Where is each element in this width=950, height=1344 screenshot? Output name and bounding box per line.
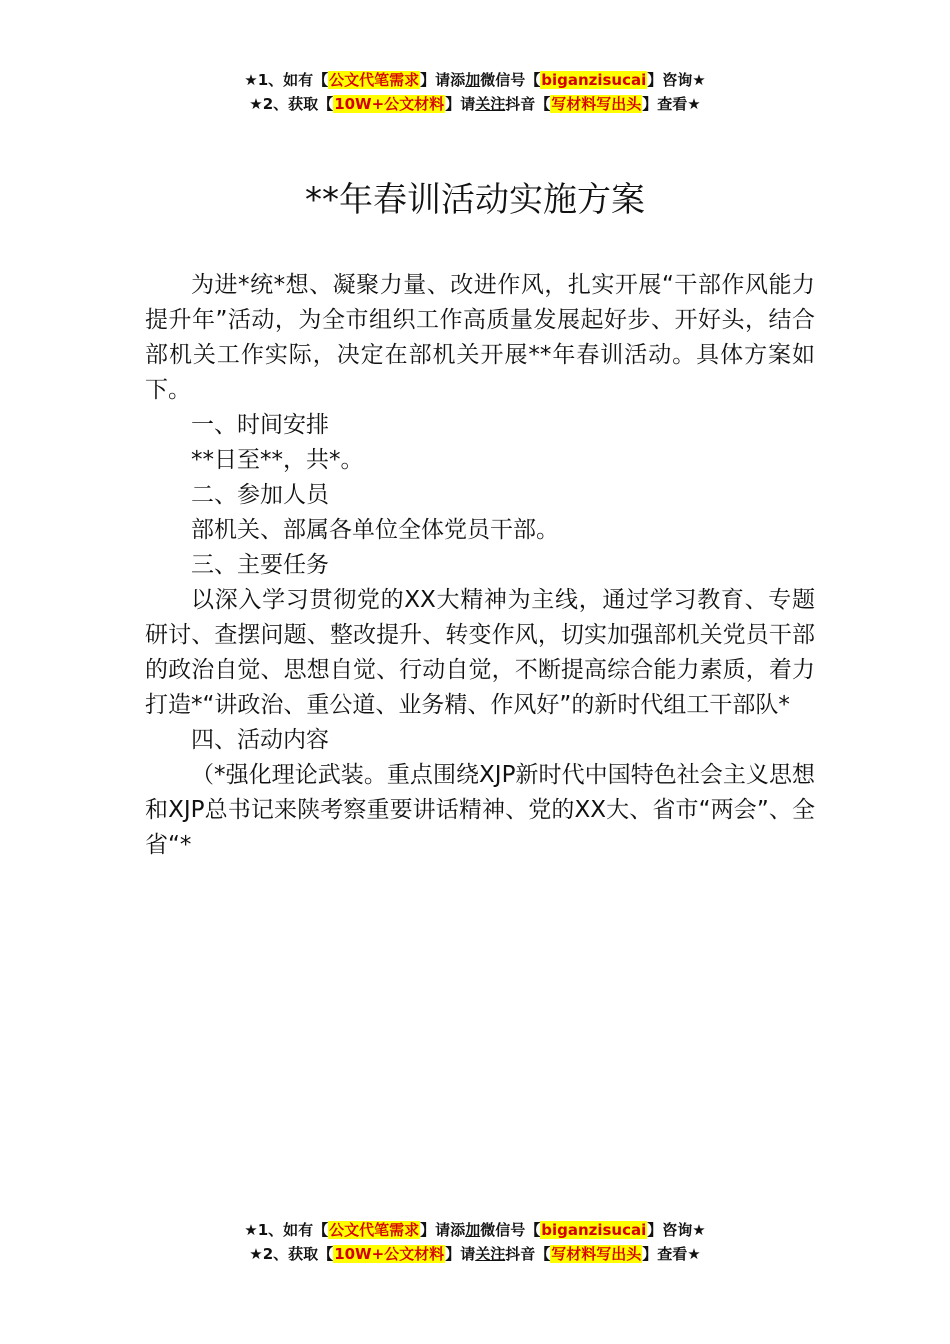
banner-highlight: 10W+公文材料 [334, 95, 445, 113]
banner-text: 微信号【 [480, 1221, 541, 1239]
banner-line-2 [0, 1242, 950, 1266]
banner-text: 】请添 [420, 1221, 466, 1239]
banner-text: ★2、获取【 [249, 95, 334, 113]
banner-highlight: biganzisucai [541, 71, 647, 89]
heading-activities: 四、活动内容 [191, 727, 329, 753]
paragraph-participants: 部机关、部属各单位全体党员干部。 [191, 517, 559, 543]
document-body [145, 268, 815, 863]
banner-text: ★2、获取【 [249, 1245, 334, 1263]
banner-text: 】请 [445, 1245, 476, 1263]
banner-line-1 [0, 1218, 950, 1242]
banner-line-2 [0, 92, 950, 116]
document-title: **年春训活动实施方案 [305, 180, 645, 220]
footer-banner [0, 1218, 950, 1266]
banner-text: 】查看★ [642, 1245, 701, 1263]
banner-text: 】咨询★ [647, 1221, 706, 1239]
banner-text: 抖音【 [505, 95, 551, 113]
banner-text: 微信号【 [480, 71, 541, 89]
header-banner [0, 68, 950, 116]
banner-text: 】请添 [420, 71, 466, 89]
paragraph-time: **日至**，共*。 [191, 447, 364, 473]
paragraph-intro: 为进*统*想、凝聚力量、改进作风，扎实开展“干部作风能力提升年”活动，为全市组织工作高质量发展起好步、开好头，结合部机关工作实际，决定在部机关开展**年春训活动。具体方案如下。 [145, 272, 815, 403]
banner-highlight: 写材料写出头 [551, 95, 642, 113]
heading-participants: 二、参加人员 [191, 482, 329, 508]
banner-highlight: biganzisucai [541, 1221, 647, 1239]
paragraph-activities: （*强化理论武装。重点围绕XJP新时代中国特色社会主义思想和XJP总书记来陕考察重要讲话精神、党的XX大、省市“两会”、全省“* [145, 762, 815, 858]
banner-underline: 加 [465, 1221, 481, 1239]
banner-highlight: 公文代笔需求 [329, 71, 420, 89]
banner-text: ★1、如有【 [244, 71, 329, 89]
banner-text: ★1、如有【 [244, 1221, 329, 1239]
paragraph-main-tasks: 以深入学习贯彻党的XX大精神为主线，通过学习教育、专题研讨、查摆问题、整改提升、转变作风，切实加强部机关党员干部的政治自觉、思想自觉、行动自觉，不断提高综合能力素质，着力打造*“讲政治、重公道、业务精、作风好”的新时代组工干部队* [145, 587, 815, 718]
banner-line-1 [0, 68, 950, 92]
banner-underline: 关注 [475, 95, 506, 113]
banner-highlight: 公文代笔需求 [329, 1221, 420, 1239]
heading-main-tasks: 三、主要任务 [191, 552, 329, 578]
heading-time-arrangement: 一、时间安排 [191, 412, 329, 438]
banner-text: 】请 [445, 95, 476, 113]
banner-highlight: 10W+公文材料 [334, 1245, 445, 1263]
banner-text: 】查看★ [642, 95, 701, 113]
banner-text: 抖音【 [505, 1245, 551, 1263]
banner-underline: 加 [465, 71, 481, 89]
banner-underline: 关注 [475, 1245, 506, 1263]
banner-text: 】咨询★ [647, 71, 706, 89]
banner-highlight: 写材料写出头 [551, 1245, 642, 1263]
